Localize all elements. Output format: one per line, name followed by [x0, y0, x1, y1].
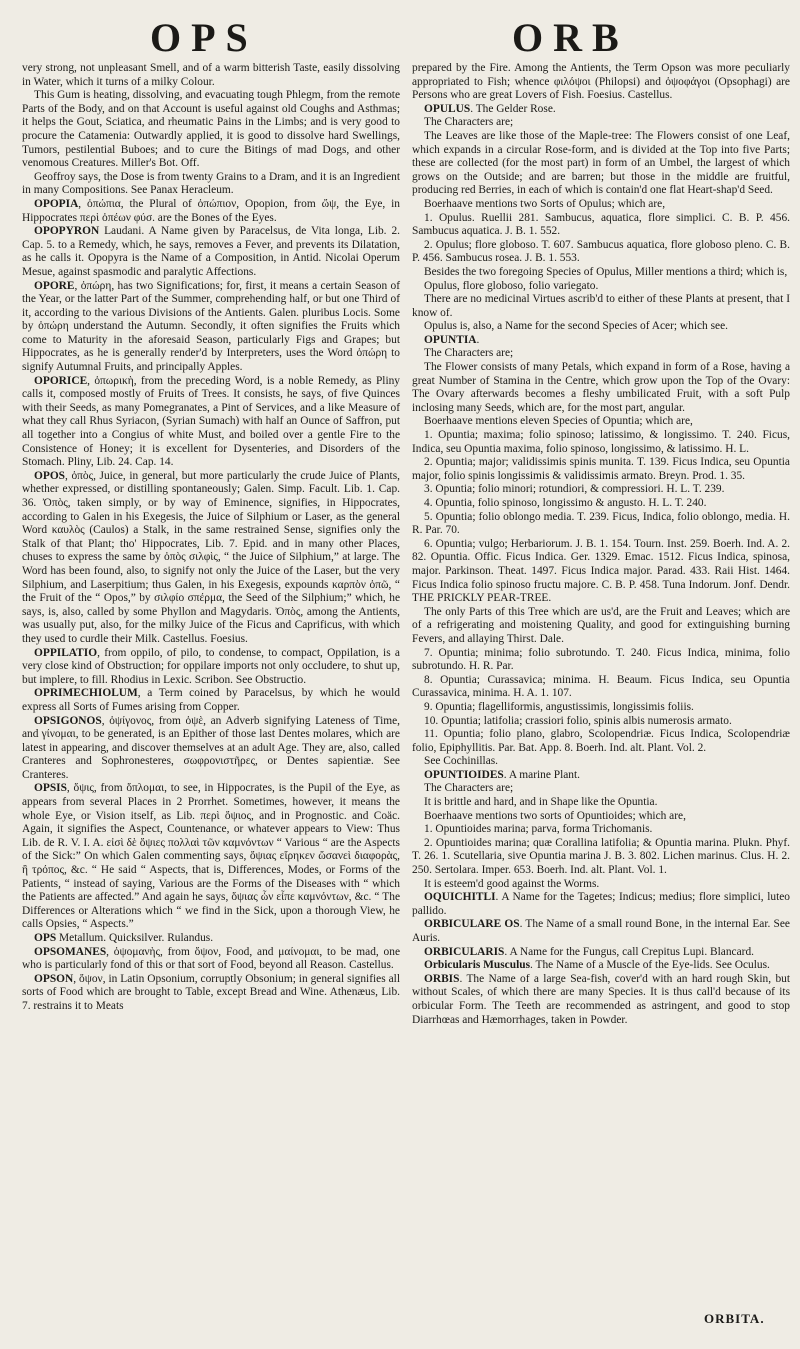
dictionary-paragraph [412, 456, 790, 483]
entry-text: Laudani. A Name given by Paracelsus, de Vita longa, Lib. 2. Cap. 5. to a Remedy, which, he says, removes a Fever, and prevents its Dilatation, as he calls it. Opopyra is the Name of a Composition, in Antid. Nicolai Operum Mesue, against spasmodic and paralytic Affections. [22, 225, 400, 278]
dictionary-paragraph [412, 212, 790, 239]
entry-text: Opulus is, also, a Name for the second Species of Acer; which see. [424, 320, 728, 333]
dictionary-paragraph [412, 347, 790, 361]
entry-headword: OPSOMANES [34, 945, 107, 958]
entry-text: 2. Opuntioides marina; quæ Corallina latifolia; & Opuntia marina. Plukn. Phyf. T. 26. 1. Scutellaria, sive Opuntia marina J. B. 3. 802. Lichen marinus. Clus. H. 2. 250. Sertolara. Imper. 653. Boerh. Ind. alt. Plant. Vol. 1. [412, 836, 790, 877]
entry-text: , ὀψομανὴς, from ὄψον, Food, and μαίνομαι, to be mad, one who is particularly fond of this or that sort of Food, beyond all Reason. Castellus. [22, 945, 400, 972]
entry-text: 10. Opuntia; latifolia; crassiori folio, spinis albis numerosis armato. [424, 714, 732, 727]
entry-text: Geoffroy says, the Dose is from twenty Grains to a Dram, and it is an Ingredient in many Compositions. See Panax Heracleum. [22, 170, 400, 197]
running-head-left: OPS [150, 15, 258, 60]
entry-headword: OPOPYRON [34, 225, 100, 238]
entry-headword: OPOS [34, 469, 66, 482]
entry-text: . The Name of a small round Bone, in the internal Ear. See Auris. [412, 918, 790, 944]
entry-text: 3. Opuntia; folio minori; rotundiori, & compressiori. H. L. T. 239. [424, 483, 725, 496]
dictionary-paragraph [412, 728, 790, 755]
dictionary-paragraph [412, 959, 790, 973]
entry-text: The Leaves are like those of the Maple-tree: The Flowers consist of one Leaf, which expands in a circular Rose-form, and is divided at the Top into five Parts; these are collected (for the most part) in form of an Umbel, the largest of which grows on the Outside; and are barren; but those in the middle are fruitful, producing red Berries, in each of which is contain'd one flat Heart-shap'd Seed. [412, 129, 790, 197]
entry-text: 2. Opuntia; major; validissimis spinis munita. T. 139. Ficus Indica, seu Opuntia major, folio spinis longissimis & validissimis armato. Breyn. Prod. 1. 35. [412, 456, 790, 482]
dictionary-paragraph [412, 280, 790, 294]
entry-text: Besides the two foregoing Species of Opulus, Miller mentions a third; which is, [424, 265, 788, 278]
entry-text: . The Gelder Rose. [470, 102, 556, 115]
dictionary-paragraph [412, 361, 790, 415]
dictionary-paragraph [412, 796, 790, 810]
entry-headword: OPS [34, 932, 57, 944]
dictionary-paragraph [412, 130, 790, 198]
entry-text: . A Name for the Fungus, call Crepitus Lupi. Blancard. [504, 945, 754, 958]
entry-text: , a Term coined by Paracelsus, by which he would express all Sorts of Fumes arising from Copper. [22, 687, 400, 713]
entry-text: , ὀπὸς, Juice, in general, but more particularly the crude Juice of Plants, whether expressed, or distilling spontaneously; Galen. Simp. Facult. Lib. 1. Cap. 36. Ὀπὸς, taken simply, or by way of Eminence, signifies, in Hippocrates, according to Galen in his Exegesis, the Juice of Silphium or Laser, as the general Word καυλὸς (Caulos) a Stalk, in the same restrained Sense, signifies only the Stalk of that Plant; tho' Hippocrates, Lib. 7. Epid. and in many other Places, chuses to express the same by ὀπὸς σιλφὶς, “ the Juice of Silphium,” at large. The Word has been found, also, to signify not only the Juice of the Laser, but the very Silphium, and Laserpitium; thus Galen, in his Exegesis, expounds καρπὸν ὀπῶ, “ the Fruit of the “ Opos,” by σιλφίο σπέρμα, the Seed of the Silphium;” which, he says, is, also, called by some Phyllon and Magydaris. Ὀπὸς, among the Antients, was usually put, also, for the milky Juice of the Ficus and Caprificus, with which they used to curdle their Milk. Castellus. Foesius. [22, 469, 400, 645]
dictionary-paragraph [22, 171, 400, 198]
entry-text: . A marine Plant. [503, 768, 581, 781]
dictionary-paragraph [412, 320, 790, 334]
dictionary-paragraph [412, 62, 790, 103]
entry-text: 11. Opuntia; folio plano, glabro, Scolopendriæ. Ficus Indica, Scolopendriæ folio, Epiphyllitis. Par. Bat. App. 8. Boerh. Ind. alt. Plant. Vol. 2. [412, 728, 790, 754]
entry-text: , from oppilo, of pilo, to condense, to compact, Oppilation, is a very close kind of Obstruction; for oppilare imports not only occludere, to shut up, but implere, to fill. Rhodius in Lexic. Scribon. See Obstructio. [22, 646, 400, 686]
entry-text: The only Parts of this Tree which are us'd, are the Fruit and Leaves; which are of a refrigerating and moistening Quality, and good for extinguishing burning Fevers, and allaying Thirst. Dale. [412, 605, 790, 645]
entry-text: prepared by the Fire. Among the Antients, the Term Opson was more peculiarly appropriated to Fish; whence φιλόψοι (Philopsi) and ὀψοφάγοι (Opsophagi) are Persons who are great Lovers of Fish. Foesius. Castellus. [412, 62, 790, 102]
entry-headword: ORBICULARIS [424, 945, 505, 958]
entry-text: The Characters are; [424, 782, 514, 795]
entry-text: 2. Opulus; flore globoso. T. 607. Sambucus aquatica, flore globoso pleno. C. B. P. 456. Sambucus rosea. J. B. 1. 553. [412, 238, 790, 265]
entry-headword: OPORICE [34, 374, 88, 387]
dictionary-paragraph [22, 715, 400, 783]
dictionary-paragraph [412, 946, 790, 960]
dictionary-paragraph [412, 334, 790, 348]
dictionary-paragraph [412, 198, 790, 212]
dictionary-paragraph [412, 837, 790, 878]
running-head-right: ORB [512, 15, 629, 60]
entry-text: Boerhaave mentions eleven Species of Opuntia; which are, [424, 415, 693, 428]
dictionary-paragraph [412, 769, 790, 783]
dictionary-paragraph [22, 782, 400, 932]
entry-text: , ὀπωρικὴ, from the preceding Word, is a noble Remedy, as Pliny calls it, composed mostly of Fruits of Trees. It consists, he says, of five Quinces with their Seeds, as many Pomegranates, a Pint of Services, and a like Measure of what they call Rhus Syriacon, (Syrian Sumach) with half an Ounce of Saffron, put all together into a Congius of white Must, and boiled over a gentle Fire to the Consistence of Honey; it is excellent for Dysenteries, and Disorders of the Stomach. Pliny, Lib. 24. Cap. 14. [22, 374, 400, 469]
dictionary-paragraph [412, 239, 790, 266]
entry-text: , ὀψίγονος, from ὀψὲ, an Adverb signifying Lateness of Time, and γίνομαι, to be generated, is an Epither of those last Dentes molares, which are latest in appearing, and discover themselves at an adult Age. They are, also, called Cranteres and Sophronesteres, σωφρονιστῆρες, or Dentes sapientiæ. See Cranteres. [22, 714, 400, 781]
entry-text: 1. Opuntia; maxima; folio spinoso; latissimo, & longissimo. T. 240. Ficus, Indica, seu Opuntia maxima, folio spinoso, longissimo, & latissimo. H. L. [412, 429, 790, 455]
dictionary-paragraph [412, 715, 790, 729]
dictionary-paragraph [412, 103, 790, 117]
entry-headword: OPULUS [424, 102, 471, 115]
entry-headword: OPSON [34, 972, 74, 985]
dictionary-paragraph [412, 606, 790, 647]
entry-text: very strong, not unpleasant Smell, and of a warm bitterish Taste, easily dissolving in Water, which it turns of a milky Colour. [22, 62, 400, 88]
dictionary-paragraph [22, 62, 400, 89]
entry-text: 1. Opuntioides marina; parva, forma Trichomanis. [424, 823, 653, 836]
dictionary-paragraph [22, 932, 400, 946]
dictionary-paragraph [22, 470, 400, 647]
dictionary-paragraph [412, 701, 790, 715]
entry-text: 7. Opuntia; minima; folio subrotundo. T. 240. Ficus Indica, minima, folio subrotundo. H. R. Par. [412, 646, 790, 673]
dictionary-paragraph [412, 782, 790, 796]
left-column [22, 62, 400, 1014]
entry-text: , ὀπώρη, has two Significations; for, first, it means a certain Season of the Year, or the latter Part of the Summer, comprehending half, or but one Third of it, according to the various Divisions of the Antients. Galen. pluribus Locis. Some by ὀπώρη understand the Autumn. Secondly, it often signifies the Fruits which come to Maturity in the aforesaid Season, particularly Figs and Grapes; but Hippocrates, as he is generally render'd by Interpreters, uses the Word ὀπώρη to signify Autumnal Fruits, and principally Apples. [22, 279, 400, 374]
dictionary-paragraph [412, 823, 790, 837]
dictionary-paragraph [412, 429, 790, 456]
dictionary-paragraph [412, 116, 790, 130]
entry-text: . The Name of a Muscle of the Eye-lids. See Oculus. [530, 959, 770, 972]
entry-headword: Orbicularis Musculus [424, 959, 531, 972]
dictionary-paragraph [412, 647, 790, 674]
entry-text: . The Name of a large Sea-fish, cover'd with an hard rough Skin, but without Scales, of which there are many Species. It is thus call'd because of its orbicular Form. The Teeth are recommended as astringent, and good to stop Diarrhœas and Hæmorrhages, taken in Powder. [412, 972, 790, 1026]
dictionary-paragraph [412, 293, 790, 320]
entry-text: It is esteem'd good against the Worms. [424, 877, 600, 890]
entry-text: . A Name for the Tagetes; Indicus; medius; flore simplici, luteo pallido. [412, 891, 790, 917]
dictionary-paragraph [22, 89, 400, 171]
dictionary-paragraph [412, 497, 790, 511]
entry-text: , ὄψον, in Latin Opsonium, corruptly Obsonium; in general signifies all sorts of Food which are brought to Table, except Bread and Wine. Athenæus, Lib. 7. restrains it to Meats [22, 972, 400, 1012]
entry-headword: OPPILATIO [34, 646, 98, 659]
dictionary-paragraph [412, 538, 790, 606]
entry-headword: OPUNTIOIDES [424, 768, 504, 781]
entry-text: 8. Opuntia; Curassavica; minima. H. Beaum. Ficus Indica, seu Opuntia Curassavica, minima. H. A. 1. 107. [412, 673, 790, 700]
dictionary-paragraph [412, 891, 790, 918]
entry-text: Boerhaave mentions two Sorts of Opulus; which are, [424, 197, 666, 210]
entry-headword: OPORE [34, 279, 75, 292]
dictionary-paragraph [22, 375, 400, 470]
entry-text: The Characters are; [424, 116, 514, 129]
dictionary-paragraph [412, 810, 790, 824]
entry-headword: OQUICHITLI [424, 891, 496, 904]
entry-text: See Cochinillas. [424, 755, 499, 768]
dictionary-paragraph [412, 266, 790, 280]
dictionary-paragraph [22, 198, 400, 225]
dictionary-paragraph [22, 280, 400, 375]
entry-text: 1. Opulus. Ruellii 281. Sambucus, aquatica, flore simplici. C. B. P. 456. Sambucus aquatica. J. B. 1. 552. [412, 211, 790, 238]
right-column [412, 62, 790, 1027]
entry-text: It is brittle and hard, and in Shape like the Opuntia. [424, 796, 658, 809]
entry-text: Boerhaave mentions two sorts of Opuntioides; which are, [424, 809, 686, 822]
entry-headword: OPOPIA [34, 197, 79, 210]
entry-text: Metallum. Quicksilver. Rulandus. [56, 932, 214, 944]
entry-text: The Flower consists of many Petals, which expand in form of a Rose, having a great Number of Stamina in the Centre, which grow upon the Top of the Ovary: The Ovary afterwards becomes a fleshy umbilicated Fruit, with a soft Pulp inclosing many Seeds, which are, for the most part, angular. [412, 361, 790, 414]
entry-text: , ὄψις, from ὄπλομαι, to see, in Hippocrates, is the Pupil of the Eye, as appears from several Places in 2 Prorrhet. Sometimes, however, it means the whole Eye, or Vision itself, as Lib. περὶ ὄψιος, and in Prognostic. and Coäc. Again, it signifies the Aspect, Countenance, or whatever appears to View: Thus Lib. de R. V. I. A. εἰσὶ δὲ ὄψιες πολλαὶ τῶν καμνόντων “ Various “ are the Aspects of the Sick:” On which Galen commenting says, ὄψιας εἴρηκεν ὥσανεὶ διαφορὰς, ἢ τρόπος, &c. “ He said “ Aspects, that is, Differences, Modes, or Forms of the Patients, “ instead of saying, Various are the Forms of the Diseases with “ which the Patients are affected.” And again he says, ὄψιας ὧν εἶπε καμνόντων, &c. “ The Differences or Alterations which “ we find in the Sick, upon a thorough View, he calls Opsies, “ Aspects.” [22, 782, 400, 931]
entry-text: 9. Opuntia; flagelliformis, angustissimis, longissimis foliis. [424, 700, 694, 713]
entry-headword: OPSIGONOS [34, 714, 102, 727]
dictionary-paragraph [22, 687, 400, 714]
entry-headword: OPSIS [34, 782, 67, 795]
dictionary-paragraph [412, 973, 790, 1027]
dictionary-paragraph [22, 225, 400, 279]
entry-text: Opulus, flore globoso, folio variegato. [424, 279, 599, 292]
entry-text: 5. Opuntia; folio oblongo media. T. 239. Ficus, Indica, folio oblongo, media. H. R. Par. 70. [412, 510, 790, 537]
entry-text: The Characters are; [424, 347, 514, 360]
entry-text: 4. Opuntia, folio spinoso, longissimo & angusto. H. L. T. 240. [424, 497, 707, 509]
entry-text: , ὀπώπια, the Plural of ὀπώπιον, Opopion, from ὤψ, the Eye, in Hippocrates περὶ ὀπέων φύσ. are the Bones of the Eyes. [22, 197, 400, 224]
catchword: ORBITA. [704, 1311, 765, 1326]
dictionary-paragraph [412, 674, 790, 701]
dictionary-paragraph [412, 878, 790, 892]
dictionary-paragraph [412, 918, 790, 945]
entry-headword: ORBICULARE OS [424, 918, 520, 931]
dictionary-paragraph [22, 973, 400, 1014]
entry-text: This Gum is heating, dissolving, and evacuating tough Phlegm, from the remote Parts of the Body, and on that Account is useful against old Coughs and Asthmas; it helps the Gout, Sciatica, and rheumatic Pains in the Limbs; and is very good to procure the Catamenia: Outwardly applied, it is good to dissolve hard Swellings, Tumors, pestilential Buboes; and to cure the Bitings of mad Dogs, and other venomous Creatures. Miller's Bot. Off. [22, 89, 400, 170]
dictionary-paragraph [412, 415, 790, 429]
page-header [0, 0, 800, 60]
dictionary-paragraph [22, 946, 400, 973]
entry-text: There are no medicinal Virtues ascrib'd to either of these Plants at present, that I know of. [412, 293, 790, 319]
dictionary-paragraph [412, 483, 790, 497]
dictionary-paragraph [412, 755, 790, 769]
dictionary-paragraph [22, 647, 400, 688]
entry-headword: ORBIS [424, 972, 460, 985]
entry-text: 6. Opuntia; vulgo; Herbariorum. J. B. 1. 154. Tourn. Inst. 259. Boerh. Ind. A. 2. 82. Opuntia. Offic. Ficus Indica. Ger. 1329. Emac. 1512. Ficus Indica, spinosa, major. Parkinson. Theat. 1497. Ficus Indica major. Parad. 433. Raii Hist. 1464. Ficus Indica folio spinoso fructu majore. C. B. P. 458. Tuna Indorum. Jonf. Dendr. THE PRICKLY PEAR-TREE. [412, 537, 790, 605]
entry-headword: OPRIMECHIOLUM [34, 687, 138, 700]
entry-text: . [476, 333, 480, 346]
dictionary-paragraph [412, 511, 790, 538]
entry-headword: OPUNTIA [424, 333, 477, 346]
